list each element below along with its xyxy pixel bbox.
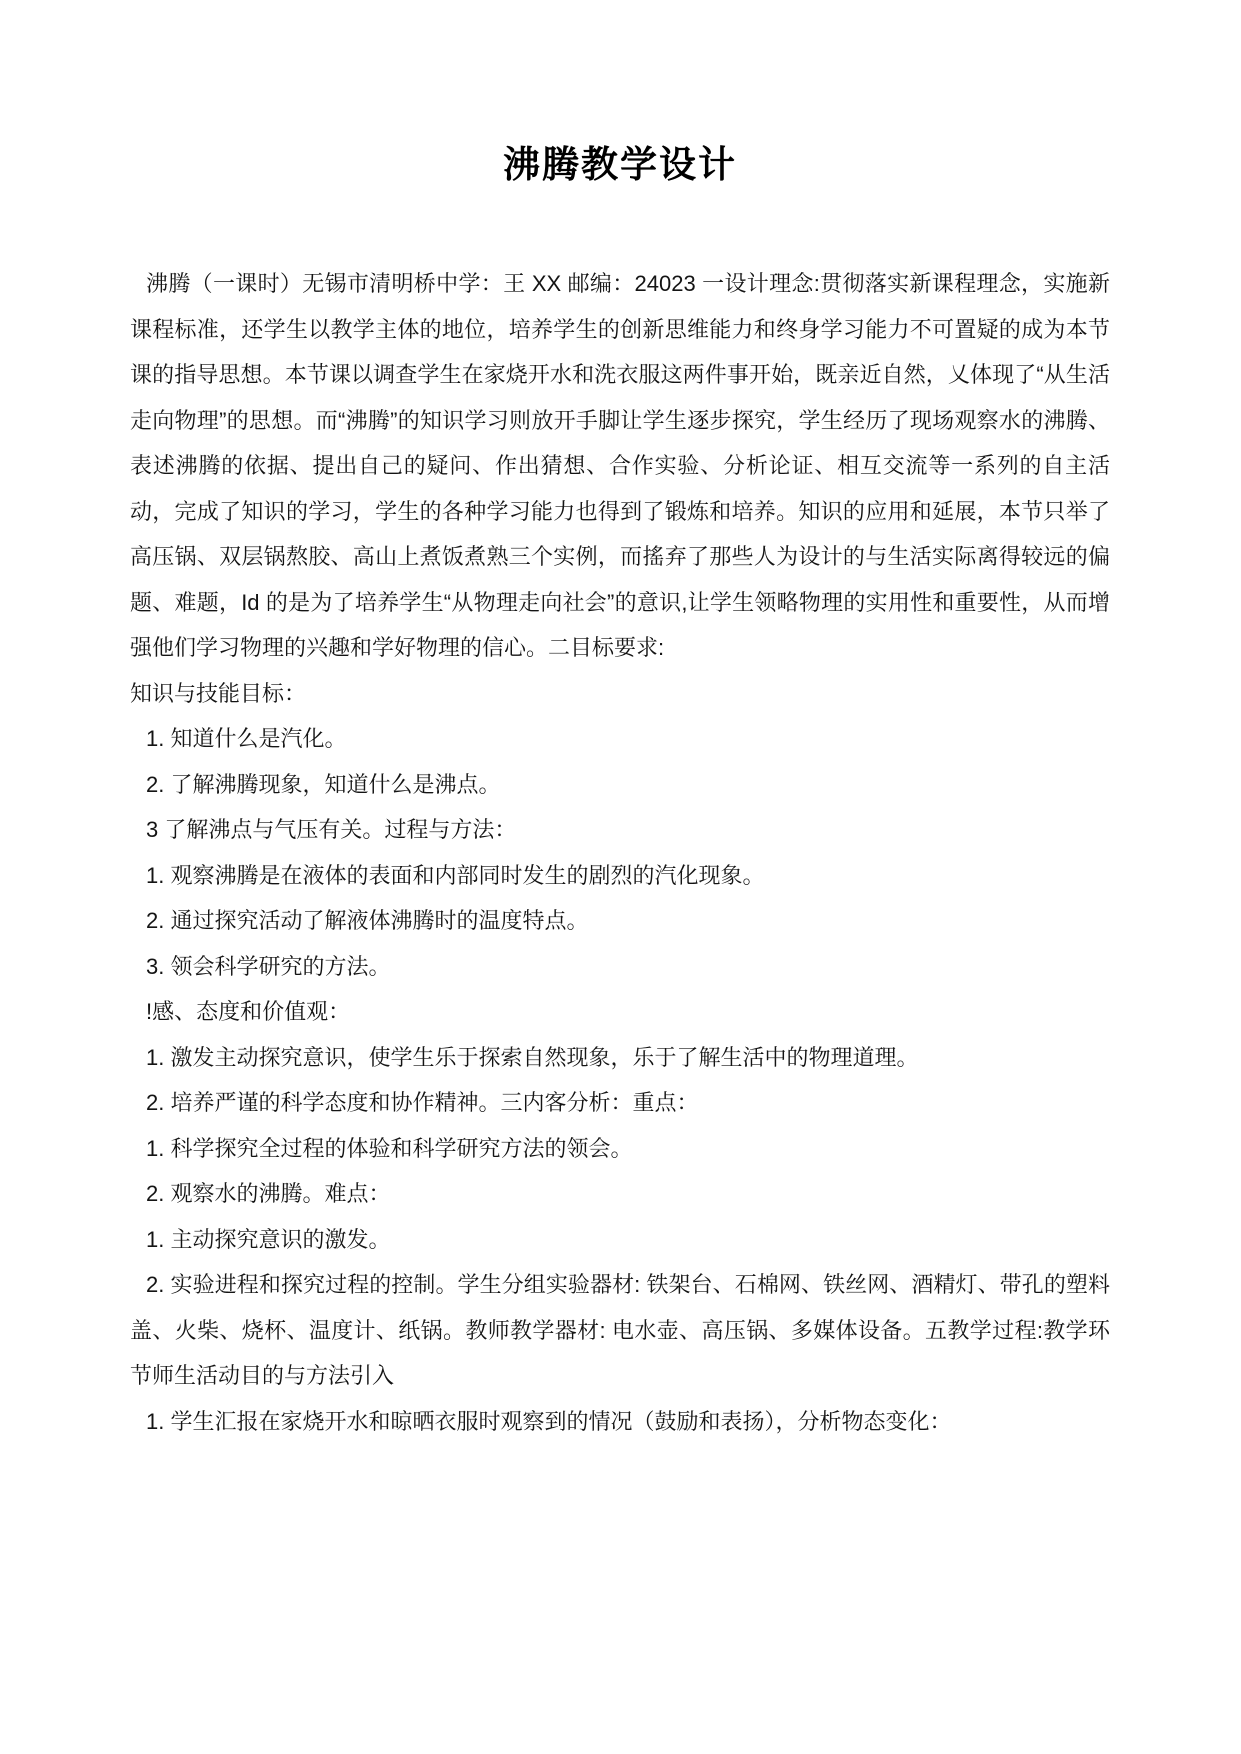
list-item: 1. 观察沸腾是在液体的表面和内部同时发生的剧烈的汽化现象。 [146,862,765,888]
paragraph-materials: 2. 实验进程和探究过程的控制。学生分组实验器材: 铁架台、石棉网、铁丝网、酒精灯、带孔的塑料盖、火柴、烧杯、温度计、纸锅。教师教学器材: 电水壶、高压锅、多媒体设备。五教学过程:教学环节师生活动目的与方法引入 [130,1272,1110,1388]
paragraph-values-heading: !感、态度和价值观： [146,999,351,1024]
list-item: 2. 通过探究活动了解液体沸腾时的温度特点。 [146,908,589,933]
paragraph-intro: 沸腾（一课时）无锡市清明桥中学：王 XX 邮编：24023 一设计理念:贯彻落实新课程理念，实施新课程标准，还学生以教学主体的地位，培养学生的创新思维能力和终身学习能力不可置疑的成为本节课的指导思想。本节课以调查学生在家烧开水和洗衣服这两件事开始，既亲近自然，乂体现了“从生活走向物理”的思想。而“沸腾”的知识学习则放开手脚让学生逐步探究，学生经历了现场观察水的沸腾、表述沸腾的依据、提出自己的疑问、作出猜想、合作实验、分析论证、相互交流等一系列的自主活动，完成了知识的学习，学生的各种学习能力也得到了锻炼和培养。知识的应用和延展，本节只举了高压锅、双层锅熬胶、高山上煮饭煮熟三个实例，而搖弃了那些人为设计的与生活实际离得较远的偏题、难题，Id 的是为了培养学生“从物理走向社会”的意识,让学生领略物理的实用性和重要性，从而增强他们学习物理的兴趣和学好物理的信心。二目标要求: [130,271,1110,660]
list-item: 1. 知道什么是汽化。 [146,726,347,751]
list-item: 1. 激发主动探究意识，使学生乐于探索自然现象，乐于了解生活中的物理道理。 [146,1044,919,1070]
list-item: 3. 领会科学研究的方法。 [146,953,391,979]
document-body [130,261,1110,1444]
list-item: 2. 观察水的沸腾。难点： [146,1181,391,1206]
page-title: 沸腾教学设计 [503,144,737,185]
list-item: 2. 了解沸腾现象，知道什么是沸点。 [146,771,501,797]
list-item: 1. 主动探究意识的激发。 [146,1226,391,1252]
paragraph-knowledge-goals-heading: 知识与技能目标： [130,680,307,706]
paragraph-teaching-step: 1. 学生汇报在家烧开水和晾晒衣服时观察到的情况（鼓励和表扬），分析物态变化： [146,1408,952,1434]
list-item: 1. 科学探究全过程的体验和科学研究方法的领会。 [146,1135,633,1161]
list-item: 3 了解沸点与气压有关。过程与方法： [146,817,517,842]
list-item: 2. 培养严谨的科学态度和协作精神。三内客分析：重点： [146,1090,699,1115]
